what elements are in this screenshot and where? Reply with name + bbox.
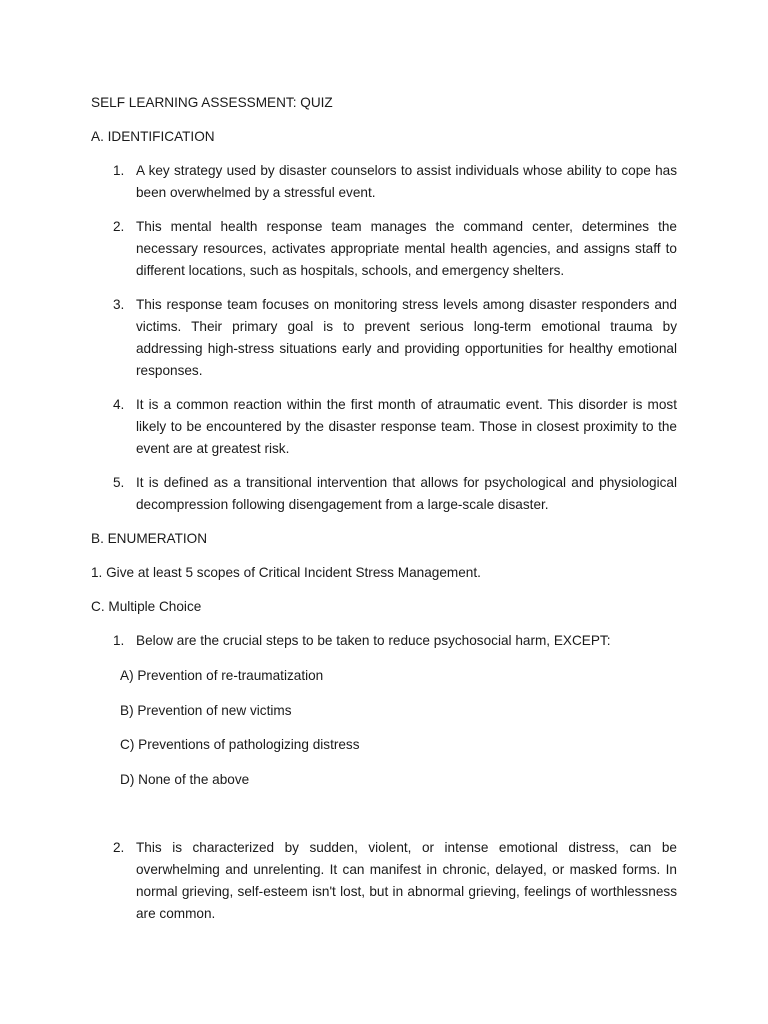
spacer (91, 803, 677, 837)
item-number: 1. (113, 163, 125, 178)
item-text: It is a common reaction within the first month of atraumatic event. This disorder is most likely to be encountered by the disaster response team. Those in closest proximity to the event are at greatest risk. (136, 397, 677, 456)
quiz-title: SELF LEARNING ASSESSMENT: QUIZ (91, 95, 333, 110)
identification-item (91, 472, 677, 516)
multiple-choice-list (91, 630, 677, 652)
question-item (91, 630, 677, 652)
item-number: 5. (113, 475, 125, 490)
question-number: 2. (113, 840, 125, 855)
answer-option: A) Prevention of re-traumatization (120, 668, 324, 683)
item-number: 3. (113, 297, 125, 312)
enumeration-item: 1. Give at least 5 scopes of Critical Incident Stress Management. (91, 565, 481, 580)
item-text: It is defined as a transitional intervention that allows for psychological and physiological decompression following disengagement from a large-scale disaster. (136, 475, 677, 512)
section-a-heading: A. IDENTIFICATION (91, 129, 215, 144)
identification-list (91, 160, 677, 516)
item-text: This mental health response team manages the command center, determines the necessary resources, activates appropriate mental health agencies, and assigns staff to different locations, such as hospitals, schools, and emergency shelters. (136, 219, 677, 278)
item-number: 2. (113, 219, 125, 234)
identification-item (91, 216, 677, 282)
question-item (91, 837, 677, 925)
document-body (91, 92, 677, 937)
question-text: This is characterized by sudden, violent, or intense emotional distress, can be overwhelming and unrelenting. It can manifest in chronic, delayed, or masked forms. In normal grieving, self-esteem isn't lost, but in abnormal grieving, feelings of worthlessness are common. (136, 840, 677, 921)
answer-option: D) None of the above (120, 771, 250, 787)
item-number: 4. (113, 397, 125, 412)
answer-options (91, 665, 677, 791)
question-number: 1. (113, 633, 125, 648)
identification-item (91, 160, 677, 204)
answer-option: B) Prevention of new victims (120, 702, 292, 718)
question-text: Below are the crucial steps to be taken to reduce psychosocial harm, EXCEPT: (136, 633, 611, 648)
answer-option: C) Preventions of pathologizing distress (120, 737, 360, 752)
item-text: A key strategy used by disaster counselors to assist individuals whose ability to cope has been overwhelmed by a stressful event. (136, 163, 677, 200)
identification-item (91, 394, 677, 460)
multiple-choice-list-continued (91, 837, 677, 925)
section-b-heading: B. ENUMERATION (91, 531, 208, 546)
section-c-heading: C. Multiple Choice (91, 599, 202, 614)
identification-item (91, 294, 677, 382)
item-text: This response team focuses on monitoring stress levels among disaster responders and victims. Their primary goal is to prevent serious long-term emotional trauma by addressing high-stress situations early and providing opportunities for healthy emotional responses. (136, 297, 677, 378)
